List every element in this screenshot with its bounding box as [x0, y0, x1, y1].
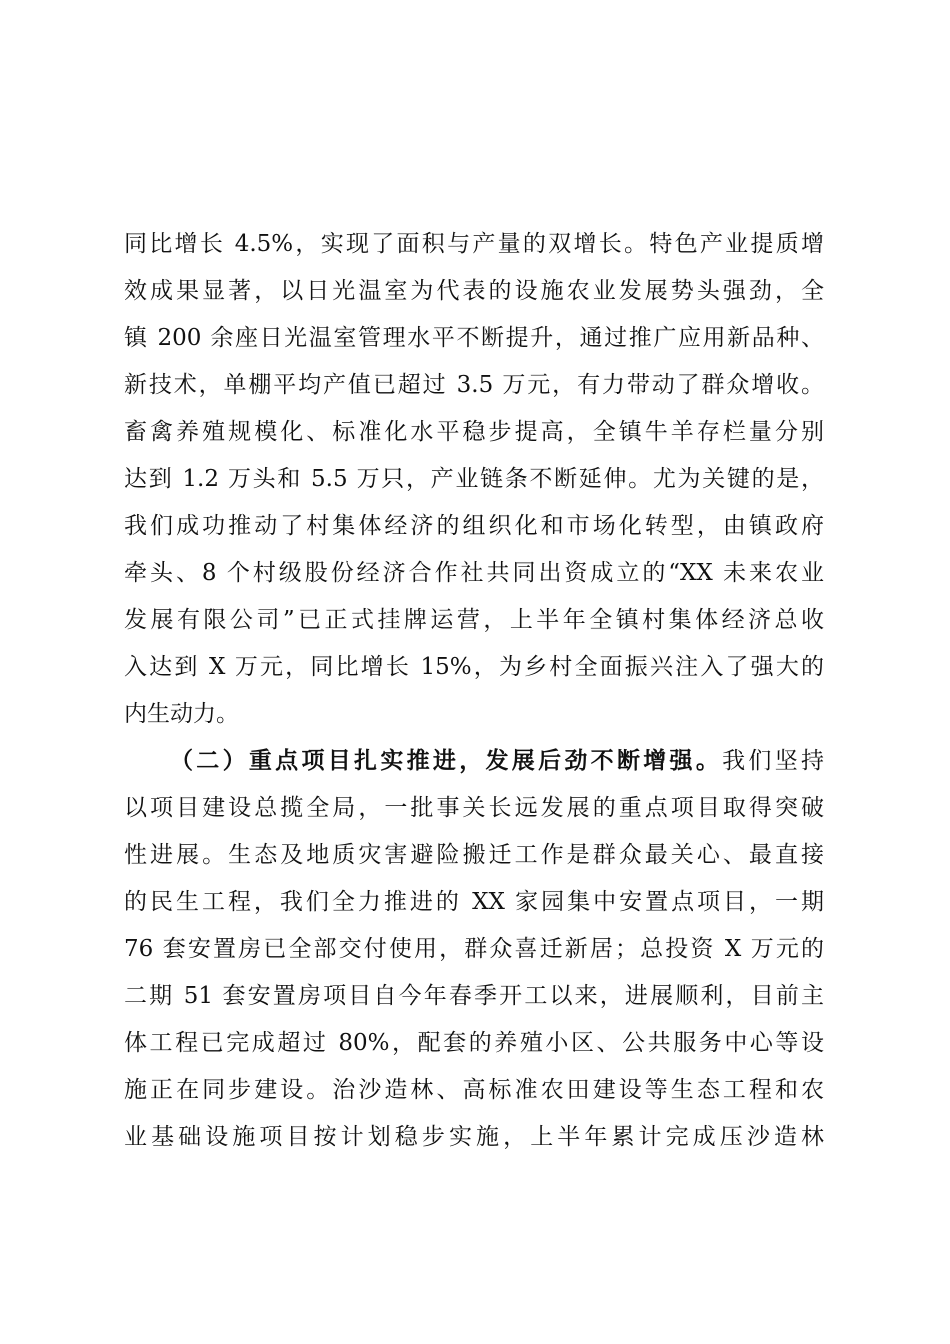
paragraph-1-line-10: 入达到 X 万元，同比增长 15%，为乡村全面振兴注入了强大的: [124, 654, 824, 680]
paragraph-1-line-6: 达到 1.2 万头和 5.5 万只，产业链条不断延伸。尤为关键的是，: [124, 466, 824, 492]
paragraph-2-line-2: 以项目建设总揽全局，一批事关长远发展的重点项目取得突破: [124, 795, 824, 821]
paragraph-1-line-3: 镇 200 余座日光温室管理水平不断提升，通过推广应用新品种、: [124, 325, 824, 351]
paragraph-2-line-3: 性进展。生态及地质灾害避险搬迁工作是群众最关心、最直接: [124, 842, 824, 868]
paragraph-1-line-7: 我们成功推动了村集体经济的组织化和市场化转型，由镇政府: [124, 513, 824, 539]
paragraph-2-line-1-text: 我们坚持: [722, 748, 825, 774]
paragraph-2-line-9: 业基础设施项目按计划稳步实施，上半年累计完成压沙造林: [124, 1124, 824, 1150]
paragraph-2-line-7: 体工程已完成超过 80%，配套的养殖小区、公共服务中心等设: [124, 1030, 824, 1056]
paragraph-1-line-4: 新技术，单棚平均产值已超过 3.5 万元，有力带动了群众增收。: [124, 372, 824, 398]
paragraph-1-line-5: 畜禽养殖规模化、标准化水平稳步提高，全镇牛羊存栏量分别: [124, 419, 824, 445]
paragraph-1-line-11: 内生动力。: [124, 701, 239, 727]
paragraph-2-line-8: 施正在同步建设。治沙造林、高标准农田建设等生态工程和农: [124, 1077, 824, 1103]
paragraph-1-line-9: 发展有限公司”已正式挂牌运营，上半年全镇村集体经济总收: [124, 607, 824, 633]
section-heading: （二）重点项目扎实推进，发展后劲不断增强。: [170, 748, 723, 774]
paragraph-2-line-4: 的民生工程，我们全力推进的 XX 家园集中安置点项目，一期: [124, 889, 824, 915]
paragraph-2-line-6: 二期 51 套安置房项目自今年春季开工以来，进展顺利，目前主: [124, 983, 824, 1009]
paragraph-2-line-1: [170, 741, 824, 781]
paragraph-1-line-2: 效成果显著，以日光温室为代表的设施农业发展势头强劲，全: [124, 278, 824, 304]
paragraph-1-line-8: 牵头、8 个村级股份经济合作社共同出资成立的“XX 未来农业: [124, 560, 824, 586]
paragraph-1-line-1: 同比增长 4.5%，实现了面积与产量的双增长。特色产业提质增: [124, 231, 824, 257]
paragraph-2-line-5: 76 套安置房已全部交付使用，群众喜迁新居；总投资 X 万元的: [124, 936, 824, 962]
